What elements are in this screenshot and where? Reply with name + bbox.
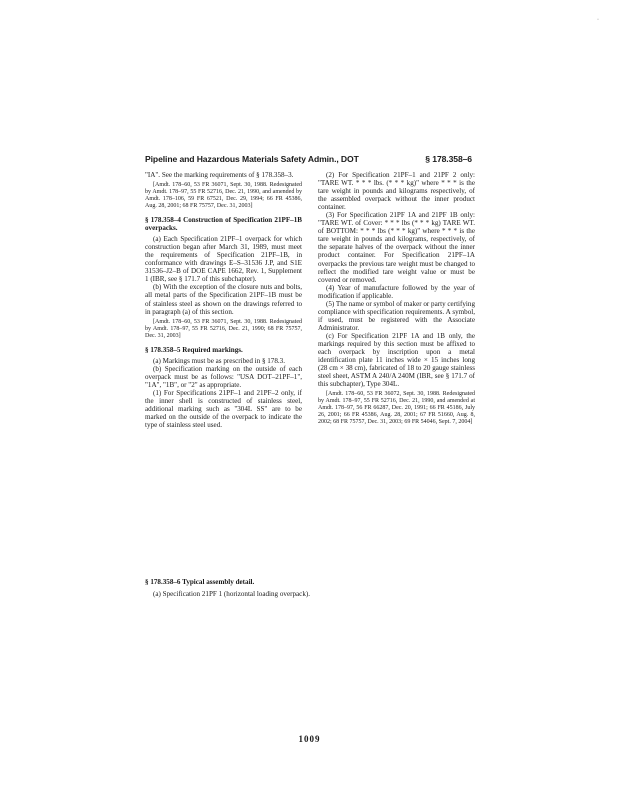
section-heading: § 178.358–4 Construction of Specification 21PF–1B overpacks. bbox=[145, 216, 302, 233]
header-agency: Pipeline and Hazardous Materials Safety Admin., DOT bbox=[145, 154, 359, 164]
citation: [Amdt. 178–60, 53 FR 36071, Sept. 30, 1988. Redesignated by Amdt. 178–97, 55 FR 52716, Dec. 21, 1990; 68 FR 75757, Dec. 31, 2003] bbox=[145, 318, 302, 339]
section-heading: § 178.358–6 Typical assembly detail. bbox=[145, 578, 255, 586]
section-heading: § 178.358–5 Required markings. bbox=[145, 345, 243, 354]
header-section: § 178.358–6 bbox=[425, 154, 472, 164]
paragraph-3: (3) For Specification 21PF 1A and 21PF 1B only: "TARE WT. of Cover: * * * lbs (* * * kg) TARE WT. of BOTTOM: * * * lbs (* * * kg)" where * * * is the tare weight in pounds and kilograms, respectively, of the separate halves of the overpack without the inner product container. For Specification 21PF–1A overpacks the previous tare weight must be changed to reflect the modified tare weight value or must be covered or removed. bbox=[318, 211, 475, 284]
left-column bbox=[145, 171, 302, 429]
paragraph-c: (c) For Specification 21PF 1A and 1B only, the markings required by this section must be affixed to each overpack by inscription upon a metal identification plate 11 inches wide × 15 inches long (28 cm × 38 cm), fabricated of 18 to 20 gauge stainless steel sheet, ASTM A 240/A 240M (IBR, see § 171.7 of this subchapter), Type 304L. bbox=[318, 331, 475, 389]
paragraph-a: (a) Markings must be as prescribed in § 178.3. bbox=[153, 356, 285, 365]
bottom-section bbox=[145, 578, 472, 598]
paragraph-2: (2) For Specification 21PF–1 and 21PF 2 only: "TARE WT. * * * lbs. (* * * kg)" where * * * is the tare weight in pounds and kilograms respectively, of the assembled overpack without the inner product container. bbox=[318, 171, 475, 212]
paragraph-5: (5) The name or symbol of maker or party certifying compliance with specification requirements. A symbol, if used, must be registered with the Associate Administrator. bbox=[318, 299, 475, 332]
continued-paragraph: "IA". See the marking requirements of § 178.358–3. bbox=[145, 171, 294, 179]
paragraph-a: (a) Each Specification 21PF–1 overpack for which construction began after March 31, 1989, must meet the requirements of Specification 21PF–1B, in conformance with drawings E–S–31536 J.P, and S1E 31536–J2–B of DOE CAPE 1662, Rev. 1, Supplement 1 (IBR, see § 171.7 of this subchapter). bbox=[145, 235, 302, 284]
paragraph-1: (1) For Specifications 21PF–1 and 21PF–2 only, if the inner shell is constructed of stainless steel, additional marking such as "304L SS" are to be marked on the outside of the overpack to indicate the type of stainless steel used. bbox=[145, 388, 302, 430]
paragraph-b: (b) With the exception of the closure nuts and bolts, all metal parts of the Specification 21PF–1B must be of stainless steel as shown on the drawings referred to in paragraph (a) of this section. bbox=[145, 283, 302, 316]
citation: [Amdt. 178–60, 53 FR 36072, Sept. 30, 1988. Redesignated by Amdt. 178–97, 55 FR 52716, Dec. 21, 1990, and amended at Amdt. 178–97, 56 FR 66287, Dec. 20, 1991; 66 FR 45186, July 26, 2001; 66 FR 45386, Aug. 28, 2001; 67 FR 51660, Aug. 8, 2002; 68 FR 75757, Dec. 31, 2003; 69 FR 54046, Sept. 7, 2004] bbox=[318, 391, 475, 426]
right-column bbox=[318, 171, 475, 432]
paragraph-4: (4) Year of manufacture followed by the year of modification if applicable. bbox=[318, 283, 475, 300]
citation: [Amdt. 178–60, 53 FR 36071, Sept. 30, 1988. Redesignated by Amdt. 178–97, 55 FR 52716, Dec. 21, 1990, and amended by Amdt. 178–106, 59 FR 67521, Dec. 29, 1994; 66 FR 45386, Aug. 28, 2001; 68 FR 75757, Dec. 31, 2003] bbox=[145, 182, 302, 210]
paragraph-b: (b) Specification marking on the outside of each overpack must be as follows: "USA DOT–21PF–1", "1A", "1B", or "2" as appropriate. bbox=[145, 364, 302, 389]
page-number: 1009 bbox=[298, 734, 321, 744]
scan-speck: · bbox=[597, 17, 599, 23]
paragraph-a: (a) Specification 21PF 1 (horizontal loading overpack). bbox=[153, 590, 311, 599]
